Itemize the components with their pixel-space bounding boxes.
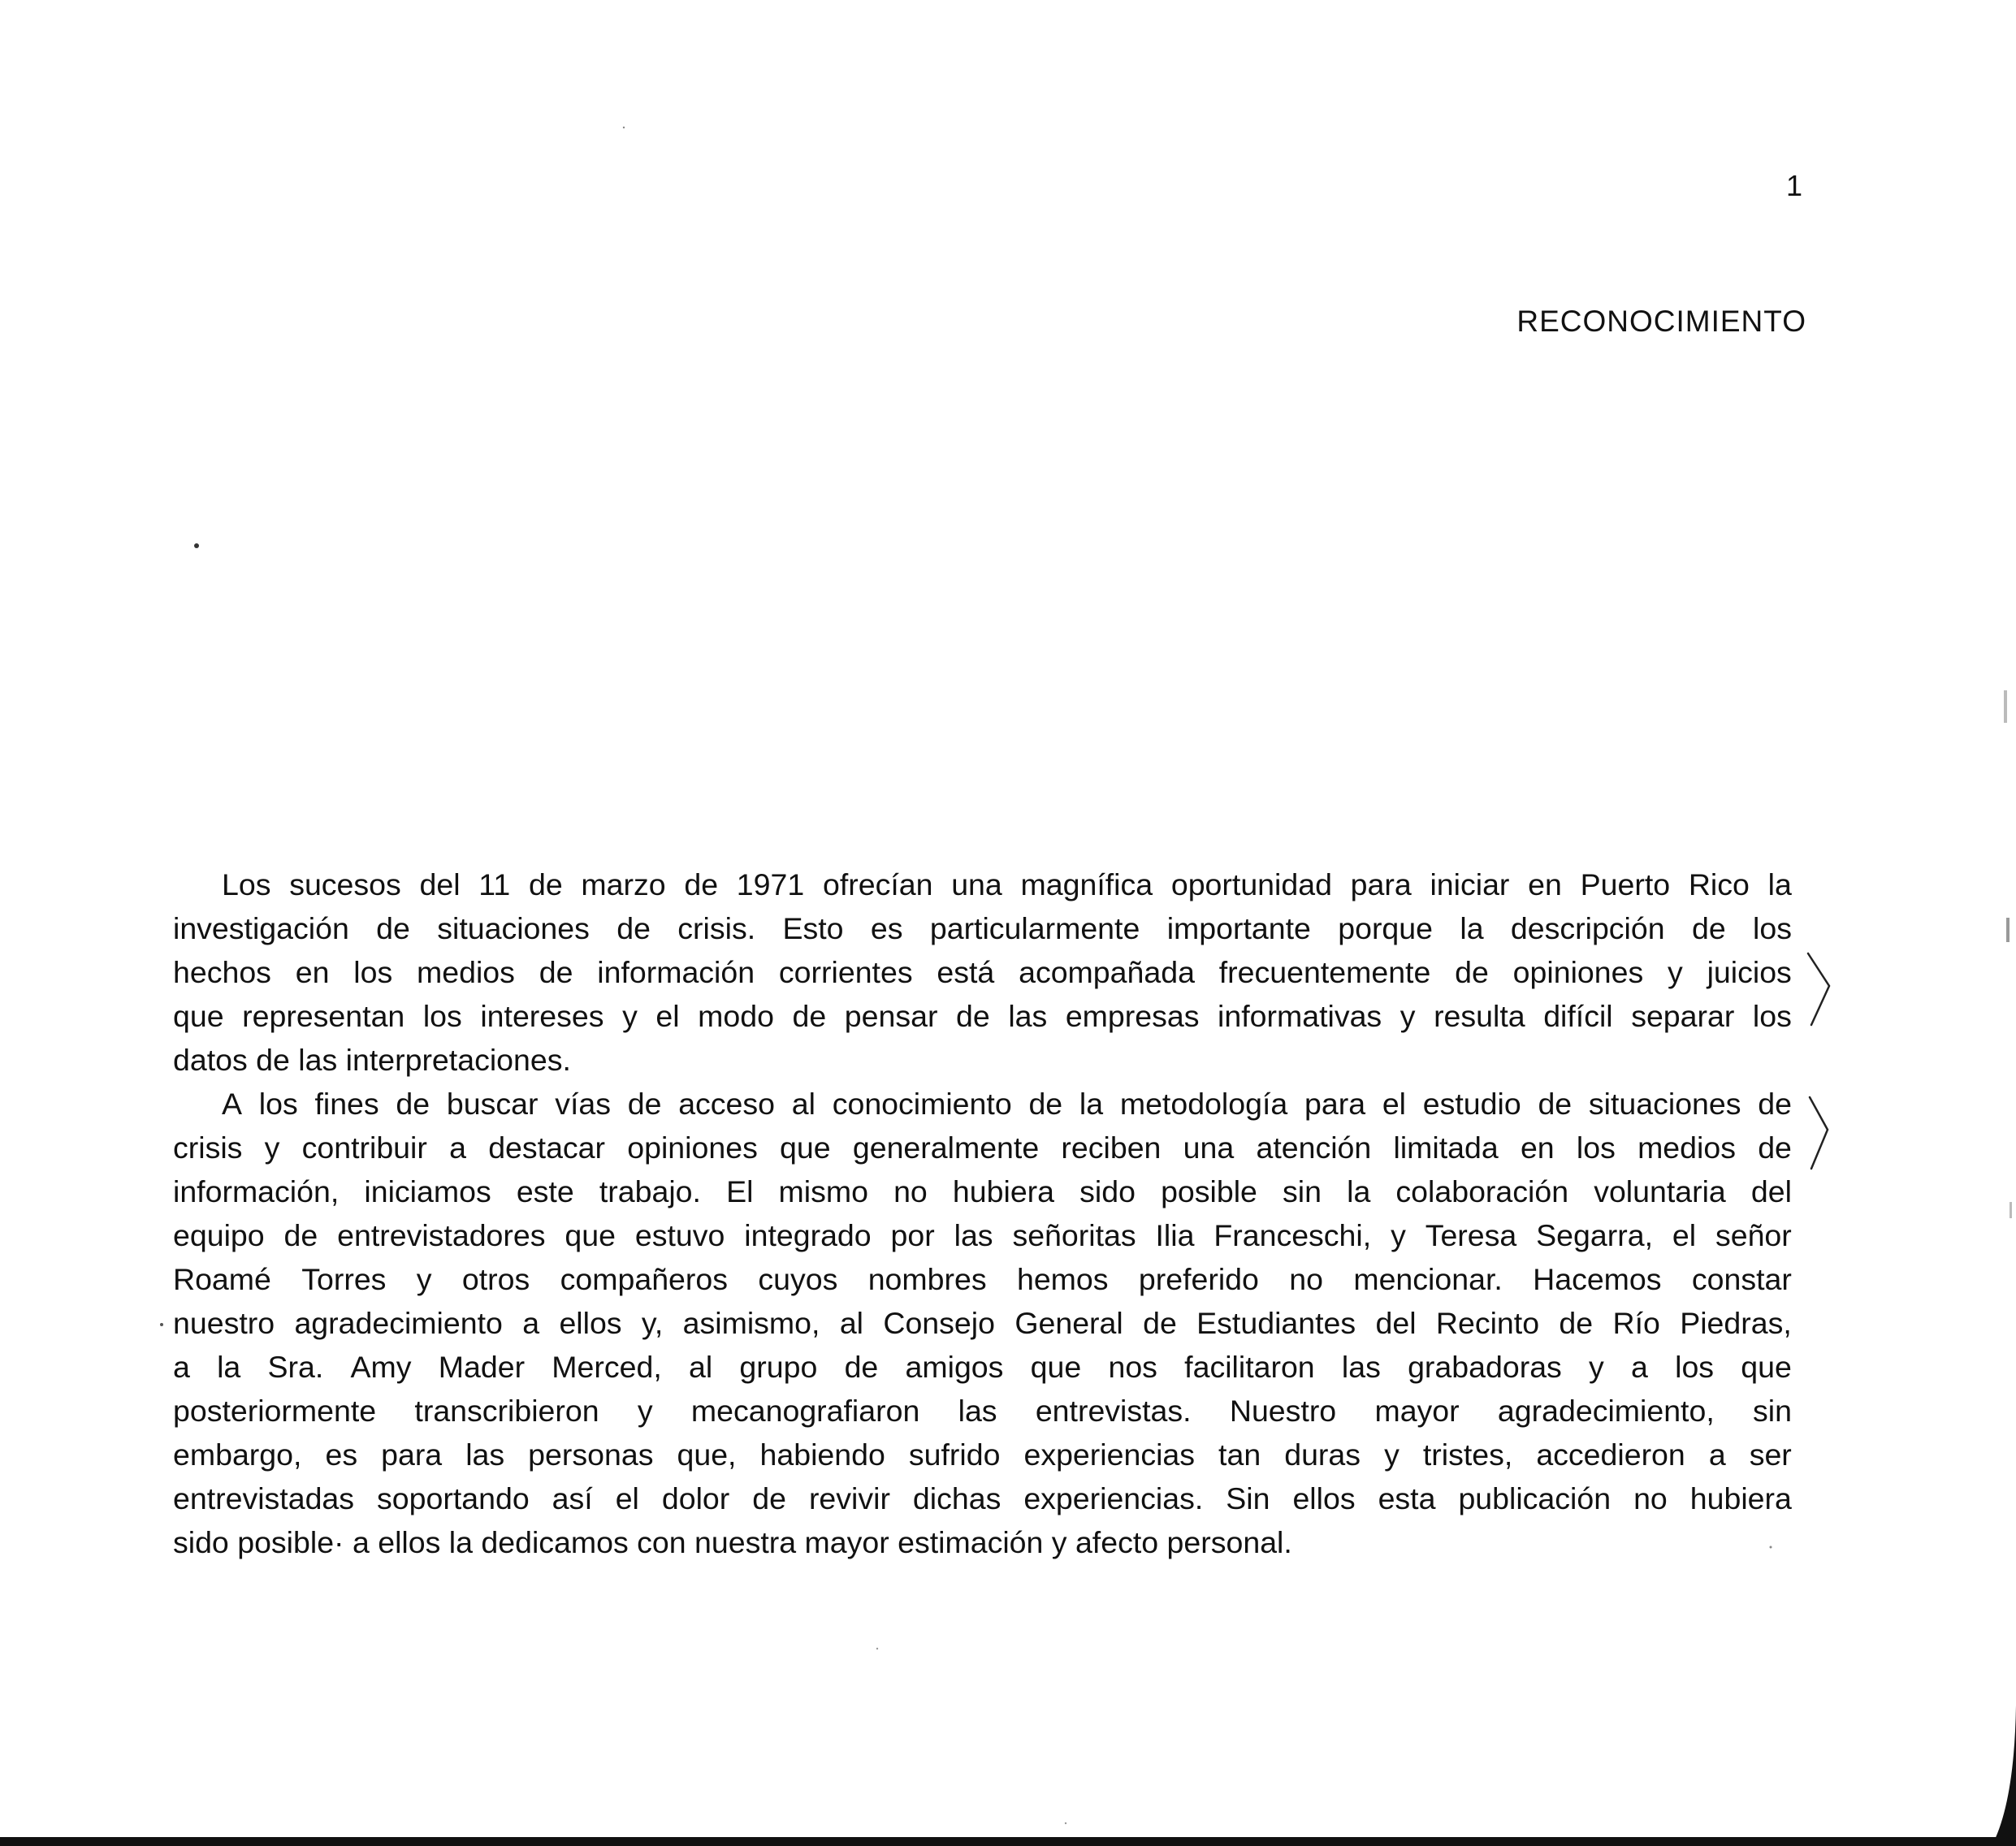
word: nuestro — [173, 1306, 275, 1340]
word: al — [791, 1087, 815, 1121]
word: destacar — [488, 1131, 606, 1165]
word: a — [449, 1131, 466, 1165]
word: estudio — [1422, 1087, 1521, 1121]
word: mencionar. — [1353, 1262, 1503, 1296]
word: soportando — [377, 1481, 530, 1515]
word: así — [552, 1481, 593, 1515]
word: General — [1014, 1306, 1123, 1340]
word: integrado — [744, 1218, 872, 1252]
word: otros — [461, 1262, 530, 1296]
word: facilitaron — [1184, 1350, 1315, 1384]
word: investigación — [173, 911, 349, 945]
word: habiendo — [759, 1437, 885, 1472]
word: separar — [1631, 999, 1735, 1033]
word: una — [951, 867, 1002, 901]
word: A — [222, 1087, 243, 1121]
word: de — [1559, 1306, 1594, 1340]
word: trabajo. — [599, 1174, 701, 1208]
word: informativas — [1218, 999, 1382, 1033]
word: hubiera — [952, 1174, 1055, 1208]
word: de — [539, 955, 573, 989]
word: medios — [1637, 1131, 1736, 1165]
word: corrientes — [778, 955, 913, 989]
word: posible — [1161, 1174, 1257, 1208]
word: de — [1691, 911, 1726, 945]
word: no — [893, 1174, 928, 1208]
word: de — [528, 867, 563, 901]
word: entrevistadas — [173, 1481, 355, 1515]
word: a — [173, 1350, 190, 1384]
word: el — [655, 999, 680, 1033]
word: de — [844, 1350, 879, 1384]
word: de — [616, 911, 651, 945]
word: atención — [1256, 1131, 1372, 1165]
word: los — [1752, 999, 1792, 1033]
word: buscar — [446, 1087, 539, 1121]
word: de — [684, 867, 719, 901]
word: Teresa — [1425, 1218, 1517, 1252]
page-bottom-edge — [0, 1837, 2016, 1846]
word: de — [283, 1218, 318, 1252]
word: de — [1758, 1087, 1792, 1121]
word: preferido — [1138, 1262, 1259, 1296]
word: amigos — [905, 1350, 1004, 1384]
word: Esto — [782, 911, 844, 945]
word: a — [1708, 1437, 1726, 1472]
word: 11 — [478, 867, 511, 901]
word: los — [353, 955, 393, 989]
word: a — [1631, 1350, 1648, 1384]
word: de — [1143, 1306, 1177, 1340]
word: asimismo, — [682, 1306, 820, 1340]
word: el — [1382, 1087, 1406, 1121]
word: los — [1576, 1131, 1616, 1165]
word: vías — [555, 1087, 611, 1121]
word: que — [173, 999, 224, 1033]
word: Roamé — [173, 1262, 271, 1296]
word: empresas — [1065, 999, 1200, 1033]
word: experiencias. — [1023, 1481, 1204, 1515]
word: 1971 — [736, 867, 805, 901]
word: de — [376, 911, 410, 945]
word: hemos — [1016, 1262, 1109, 1296]
word: ser — [1749, 1437, 1792, 1472]
page-heading: RECONOCIMIENTO — [1516, 305, 1806, 338]
word: que, — [677, 1437, 737, 1472]
word: acompañada — [1019, 955, 1195, 989]
word: y, — [641, 1306, 664, 1340]
word: ellos — [1292, 1481, 1356, 1515]
word: de — [1455, 955, 1489, 989]
word: en — [1520, 1131, 1555, 1165]
word: cuyos — [758, 1262, 838, 1296]
word: Hacemos — [1533, 1262, 1662, 1296]
word: para — [1350, 867, 1412, 901]
word: la — [217, 1350, 241, 1384]
word: duras — [1284, 1437, 1361, 1472]
word: compañeros — [560, 1262, 729, 1296]
word: Puerto — [1580, 867, 1671, 901]
word: mecanografiaron — [690, 1394, 920, 1428]
word: Sin — [1226, 1481, 1270, 1515]
word: Nuestro — [1229, 1394, 1337, 1428]
word: ellos — [559, 1306, 622, 1340]
word: de — [792, 999, 827, 1033]
word: sido — [1079, 1174, 1136, 1208]
word: tristes, — [1422, 1437, 1513, 1472]
word: para — [381, 1437, 443, 1472]
word: las — [465, 1437, 505, 1472]
word: y — [416, 1262, 432, 1296]
page-corner-curl — [1987, 1705, 2016, 1846]
word: de — [1028, 1087, 1063, 1121]
text-line: datos de las interpretaciones. — [173, 1043, 571, 1077]
word: mayor — [1374, 1394, 1460, 1428]
word: y — [1384, 1437, 1400, 1472]
word: agradecimiento, — [1497, 1394, 1715, 1428]
word: posteriormente — [173, 1394, 377, 1428]
word: que — [780, 1131, 831, 1165]
word: entrevistadores — [337, 1218, 546, 1252]
word: hubiera — [1689, 1481, 1792, 1515]
word: este — [516, 1174, 574, 1208]
word: fines — [314, 1087, 379, 1121]
word: los — [1753, 911, 1792, 945]
word: del — [419, 867, 461, 901]
word: resulta — [1434, 999, 1525, 1033]
word: Rico — [1688, 867, 1750, 901]
word: mismo — [778, 1174, 868, 1208]
word: de — [1758, 1131, 1792, 1165]
word: de — [396, 1087, 430, 1121]
word: sucesos — [289, 867, 401, 901]
word: de — [956, 999, 990, 1033]
word: nos — [1108, 1350, 1157, 1384]
word: para — [1304, 1087, 1366, 1121]
word: al — [689, 1350, 713, 1384]
word: no — [1633, 1481, 1668, 1515]
word: está — [937, 955, 995, 989]
word: una — [1183, 1131, 1235, 1165]
word: sin — [1283, 1174, 1322, 1208]
word: entrevistas. — [1035, 1394, 1192, 1428]
word: experiencias — [1023, 1437, 1196, 1472]
word: la — [1767, 867, 1792, 901]
word: no — [1289, 1262, 1323, 1296]
word: de — [1538, 1087, 1573, 1121]
word: conocimiento — [832, 1087, 1012, 1121]
word: equipo — [173, 1218, 265, 1252]
word: limitada — [1393, 1131, 1499, 1165]
word: situaciones — [437, 911, 590, 945]
word: descripción — [1510, 911, 1665, 945]
word: que — [1030, 1350, 1082, 1384]
word: transcribieron — [414, 1394, 599, 1428]
word: modo — [698, 999, 774, 1033]
word: dichas — [912, 1481, 1002, 1515]
word: Amy — [350, 1350, 412, 1384]
word: señoritas — [1012, 1218, 1136, 1252]
word: Mader — [438, 1350, 526, 1384]
word: intereses — [480, 999, 604, 1033]
word: embargo, — [173, 1437, 302, 1472]
word: de — [627, 1087, 662, 1121]
word: representan — [242, 999, 405, 1033]
word: opiniones — [1512, 955, 1644, 989]
word: medios — [417, 955, 515, 989]
word: y — [637, 1394, 653, 1428]
word: reciben — [1061, 1131, 1162, 1165]
word: información, — [173, 1174, 340, 1208]
word: esta — [1378, 1481, 1436, 1515]
word: iniciar — [1430, 867, 1510, 901]
word: que — [565, 1218, 616, 1252]
word: crisis — [173, 1131, 243, 1165]
word: voluntaria — [1594, 1174, 1726, 1208]
word: los — [422, 999, 462, 1033]
word: agradecimiento — [294, 1306, 503, 1340]
word: la — [1079, 1087, 1104, 1121]
word: metodología — [1119, 1087, 1288, 1121]
word: sufrido — [908, 1437, 1001, 1472]
word: juicios — [1707, 955, 1792, 989]
word: y — [1589, 1350, 1604, 1384]
word: las — [954, 1218, 993, 1252]
word: Ilia — [1155, 1218, 1195, 1252]
word: los — [258, 1087, 298, 1121]
word: frecuentemente — [1218, 955, 1431, 989]
word: Estudiantes — [1196, 1306, 1356, 1340]
word: grabadoras — [1408, 1350, 1562, 1384]
word: señor — [1715, 1218, 1792, 1252]
word: ofrecían — [822, 867, 933, 901]
word: grupo — [739, 1350, 818, 1384]
word: colaboración — [1395, 1174, 1569, 1208]
word: las — [1341, 1350, 1381, 1384]
word: Segarra, — [1536, 1218, 1653, 1252]
word: es — [325, 1437, 358, 1472]
word: hechos — [173, 955, 271, 989]
word: por — [890, 1218, 935, 1252]
word: la — [1460, 911, 1484, 945]
word: y — [1391, 1218, 1406, 1252]
word: del — [1375, 1306, 1417, 1340]
word: el — [615, 1481, 639, 1515]
word: marzo — [581, 867, 666, 901]
word: y — [1668, 955, 1683, 989]
word: es — [870, 911, 903, 945]
word: Recinto — [1435, 1306, 1540, 1340]
word: Sra. — [267, 1350, 324, 1384]
word: tan — [1218, 1437, 1261, 1472]
word: en — [295, 955, 330, 989]
word: Torres — [301, 1262, 387, 1296]
word: magnífica — [1020, 867, 1153, 901]
word: pensar — [844, 999, 938, 1033]
word: Consejo — [883, 1306, 995, 1340]
word: difícil — [1543, 999, 1613, 1033]
word: constar — [1691, 1262, 1792, 1296]
word: al — [839, 1306, 863, 1340]
word: y — [622, 999, 638, 1033]
word: a — [522, 1306, 540, 1340]
word: información — [597, 955, 755, 989]
word: iniciamos — [364, 1174, 491, 1208]
word: Río — [1612, 1306, 1660, 1340]
word: oportunidad — [1170, 867, 1332, 901]
word: personas — [528, 1437, 654, 1472]
word: generalmente — [852, 1131, 1040, 1165]
word: y — [264, 1131, 280, 1165]
word: sin — [1753, 1394, 1792, 1428]
word: Merced, — [552, 1350, 662, 1384]
word: y — [1400, 999, 1416, 1033]
word: en — [1528, 867, 1562, 901]
word: Franceschi, — [1213, 1218, 1372, 1252]
word: publicación — [1458, 1481, 1612, 1515]
word: opiniones — [627, 1131, 758, 1165]
word: los — [1675, 1350, 1715, 1384]
word: dolor — [661, 1481, 730, 1515]
word: revivir — [808, 1481, 890, 1515]
word: el — [1672, 1218, 1697, 1252]
word: contribuir — [301, 1131, 427, 1165]
word: El — [726, 1174, 754, 1208]
word: situaciones — [1588, 1087, 1741, 1121]
word: acceso — [678, 1087, 776, 1121]
word: Piedras, — [1680, 1306, 1792, 1340]
word: crisis. — [677, 911, 756, 945]
word: las — [958, 1394, 997, 1428]
word: accedieron — [1536, 1437, 1685, 1472]
word: particularmente — [929, 911, 1140, 945]
word: nombres — [867, 1262, 987, 1296]
text-line: sido posible· a ellos la dedicamos con nuestra mayor estimación y afecto personal. — [173, 1525, 1292, 1559]
word: porque — [1338, 911, 1434, 945]
word: que — [1741, 1350, 1792, 1384]
word: Los — [222, 867, 271, 901]
word: del — [1750, 1174, 1792, 1208]
word: las — [1008, 999, 1048, 1033]
word: la — [1347, 1174, 1371, 1208]
word: de — [752, 1481, 786, 1515]
page-number: 1 — [1785, 169, 1802, 202]
word: estuvo — [634, 1218, 725, 1252]
word: importante — [1166, 911, 1311, 945]
